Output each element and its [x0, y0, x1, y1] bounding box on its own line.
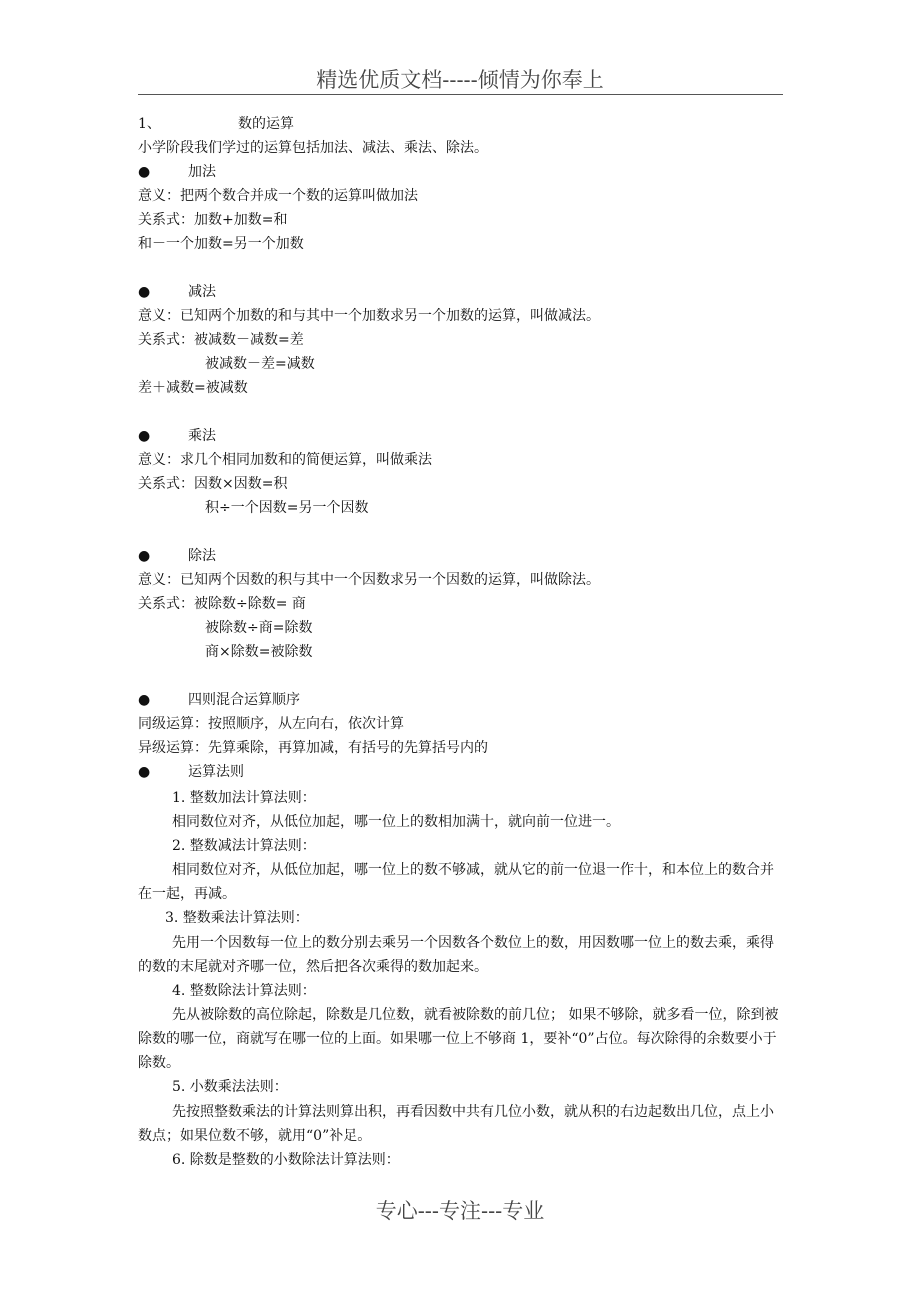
multiplication-relation-2: 积÷一个因数=另一个因数: [205, 500, 369, 516]
order-same-level: 同级运算：按照顺序，从左向右，依次计算: [138, 716, 404, 732]
multiplication-meaning: 意义：求几个相同加数和的简便运算，叫做乘法: [138, 452, 432, 468]
subtraction-relation-3: 差＋减数=被减数: [138, 380, 248, 396]
subtraction-relation-1: 关系式：被减数－减数=差: [138, 332, 304, 348]
multiplication-heading: 乘法: [188, 428, 216, 444]
addition-heading: 加法: [188, 164, 216, 180]
rules-heading: 运算法则: [188, 764, 244, 780]
rules-heading-row: [138, 762, 244, 782]
bullet-icon: ●: [138, 692, 151, 708]
division-heading-row: [138, 546, 216, 566]
division-relation-1: 关系式：被除数÷除数= 商: [138, 596, 306, 612]
addition-heading-row: [138, 162, 216, 182]
rule-2-title: 2. 整数减法计算法则：: [172, 838, 316, 854]
section-title: 数的运算: [238, 116, 294, 132]
order-different-level: 异级运算：先算乘除，再算加减，有括号的先算括号内的: [138, 740, 488, 756]
bullet-icon: ●: [138, 284, 151, 300]
rule-5-text: 先按照整数乘法的计算法则算出积，再看因数中共有几位小数，就从积的右边起数出几位，点上小数点；如果位数不够，就用“0”补足。: [138, 1104, 774, 1144]
page-footer: 专心---专注---专业: [375, 1199, 545, 1223]
bullet-icon: ●: [138, 548, 151, 564]
rule-6-title: 6. 除数是整数的小数除法计算法则：: [172, 1152, 400, 1168]
subtraction-relation-2: 被减数－差=减数: [205, 356, 315, 372]
subtraction-meaning: 意义：已知两个加数的和与其中一个加数求另一个加数的运算，叫做减法。: [138, 308, 600, 324]
bullet-icon: ●: [138, 164, 151, 180]
division-heading: 除法: [188, 548, 216, 564]
addition-relation-2: 和－一个加数=另一个加数: [138, 236, 304, 252]
order-heading: 四则混合运算顺序: [188, 692, 300, 708]
multiplication-heading-row: [138, 426, 216, 446]
rule-4-text: 先从被除数的高位除起，除数是几位数，就看被除数的前几位； 如果不够除，就多看一位，除到被除数的哪一位，商就写在哪一位的上面。如果哪一位上不够商 1，要补“0”占位。每次除得的余数要小于除数。: [138, 1007, 779, 1071]
addition-meaning: 意义：把两个数合并成一个数的运算叫做加法: [138, 188, 418, 204]
bullet-icon: ●: [138, 428, 151, 444]
subtraction-heading-row: [138, 282, 216, 302]
rule-1-text: 相同数位对齐，从低位加起，哪一位上的数相加满十，就向前一位进一。: [172, 814, 620, 830]
rule-4-title: 4. 整数除法计算法则：: [172, 983, 316, 999]
addition-relation-1: 关系式：加数+加数=和: [138, 212, 288, 228]
division-meaning: 意义：已知两个因数的积与其中一个因数求另一个因数的运算，叫做除法。: [138, 572, 600, 588]
order-heading-row: [138, 690, 300, 710]
rule-5-title: 5. 小数乘法法则：: [172, 1079, 288, 1095]
bullet-icon: ●: [138, 764, 151, 780]
intro-text: 小学阶段我们学过的运算包括加法、减法、乘法、除法。: [138, 140, 488, 156]
division-relation-2: 被除数÷商=除数: [205, 620, 313, 636]
subtraction-heading: 减法: [188, 284, 216, 300]
rule-2-text: 相同数位对齐，从低位加起，哪一位上的数不够减，就从它的前一位退一作十，和本位上的数合并在一起，再减。: [138, 862, 774, 902]
division-relation-3: 商×除数=被除数: [205, 644, 313, 660]
multiplication-relation-1: 关系式：因数×因数=积: [138, 476, 288, 492]
rule-3-text: 先用一个因数每一位上的数分别去乘另一个因数各个数位上的数，用因数哪一位上的数去乘，乘得的数的末尾就对齐哪一位，然后把各次乘得的数加起来。: [138, 935, 774, 975]
section-heading: [138, 114, 294, 134]
page-header: 精选优质文档-----倾情为你奉上: [316, 68, 604, 92]
rule-1-title: 1. 整数加法计算法则：: [172, 790, 316, 806]
header-divider: [138, 94, 783, 95]
rule-3-title: 3. 整数乘法计算法则：: [165, 910, 309, 926]
section-number: 1、: [138, 116, 161, 132]
